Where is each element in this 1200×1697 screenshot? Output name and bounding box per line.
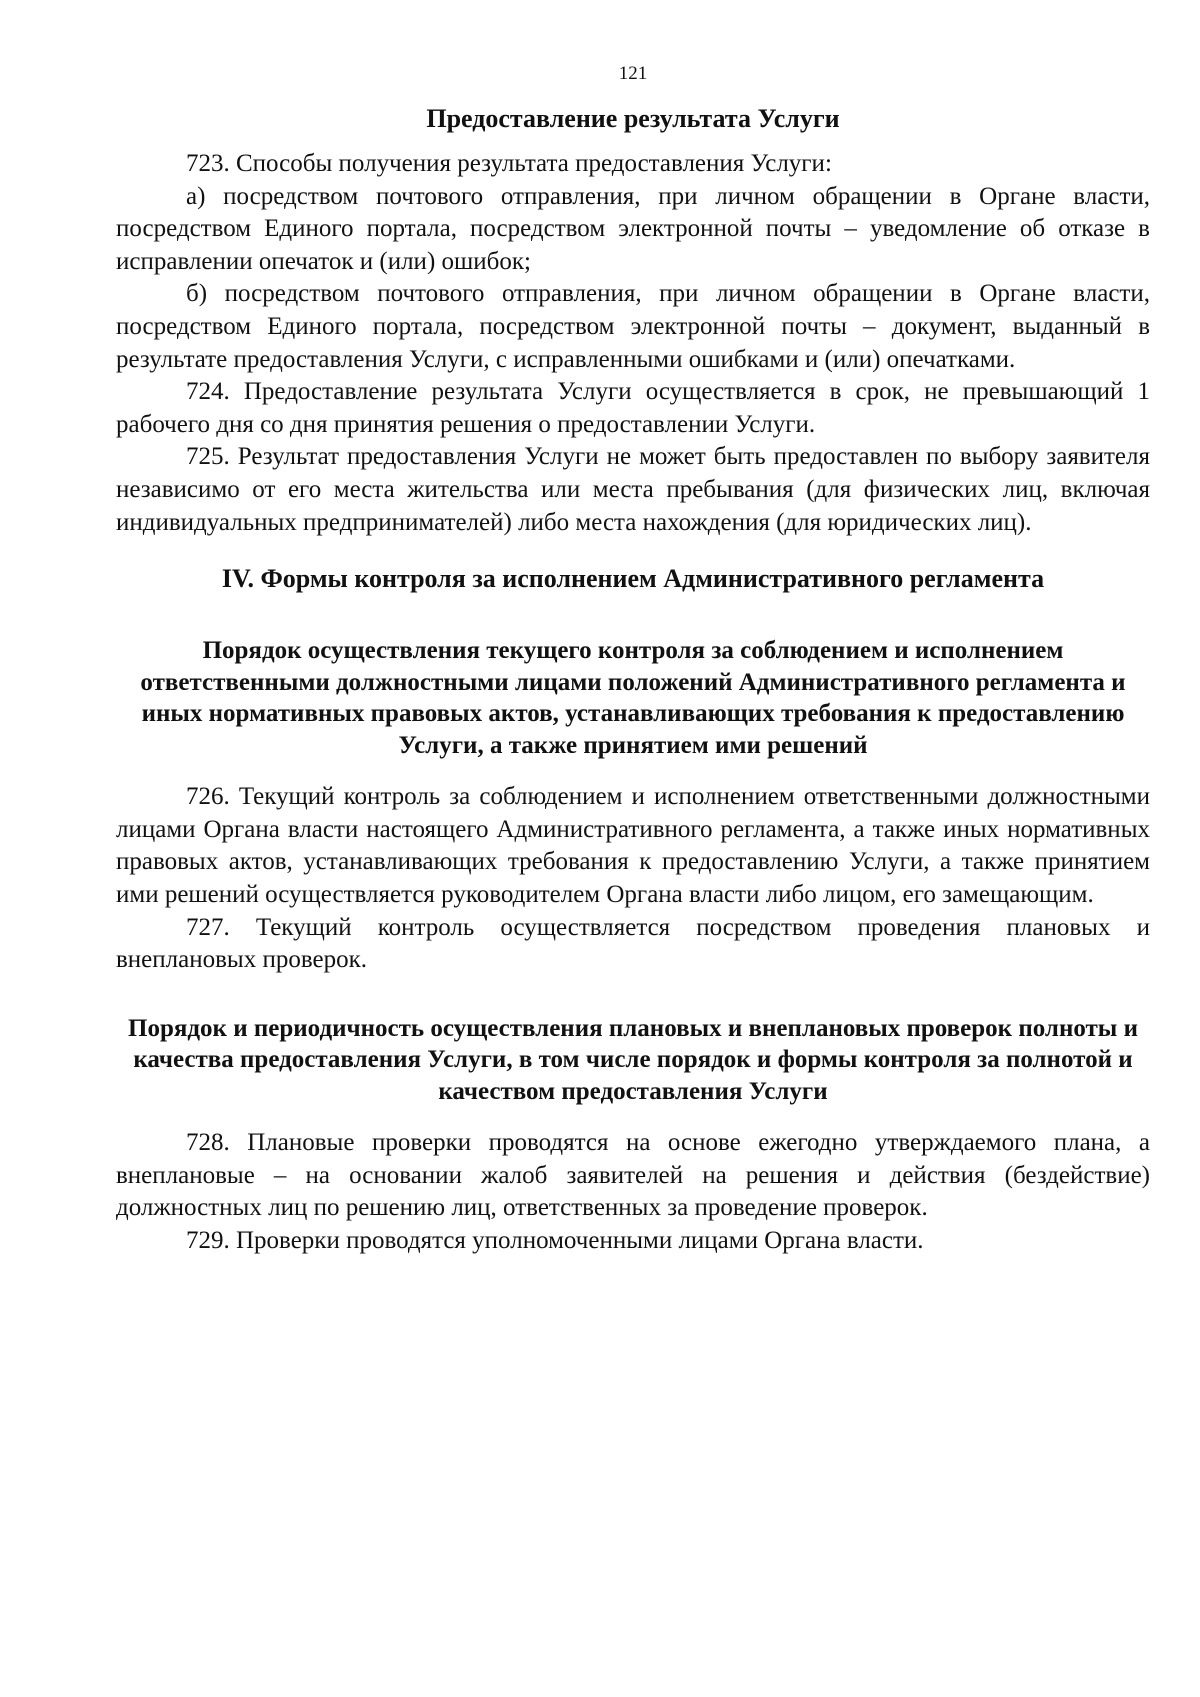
paragraph-725: 725. Результат предоставления Услуги не может быть предоставлен по выбору заявителя независимо от его места жительства или места пребывания (для физических лиц, включая индивидуальных предпринимателей) либо места нахождения (для юридических лиц). [116,443,1150,536]
paragraph-728: 728. Плановые проверки проводятся на основе ежегодно утверждаемого плана, а внеплановые – на основании жалоб заявителей на решения и действия (бездействие) должностных лиц по решению лиц, ответственных за проведение проверок. [116,1129,1150,1222]
paragraph-727: 727. Текущий контроль осуществляется посредством проведения плановых и внеплановых проверок. [116,913,1150,974]
document-page [116,62,1150,1258]
section-heading-result: Предоставление результата Услуги [426,104,840,133]
paragraph-723-a: а) посредством почтового отправления, при личном обращении в Органе власти, посредством Единого портала, посредством электронной почты – уведомление об отказе в исправлении опечаток и (или) ошибок; [116,182,1150,275]
page-number: 121 [618,63,648,84]
paragraph-726: 726. Текущий контроль за соблюдением и исполнением ответственными должностными лицами Органа власти настоящего Административного регламента, а также иных нормативных правовых актов, устанавливающих требования к предоставлению Услуги, а также принятием ими решений осуществляется руководителем Органа власти либо лицом, его замещающим. [116,783,1150,908]
paragraph-729: 729. Проверки проводятся уполномоченными лицами Органа власти. [186,1226,924,1254]
section-heading-control-forms: IV. Формы контроля за исполнением Административного регламента [221,564,1045,594]
subsection-heading-current-control: Порядок осуществления текущего контроля за соблюдением и исполнением ответственными должностными лицами положений Административного регламента и иных нормативных правовых актов, устанавливающих требования к предоставлению Услуги, а также принятием ими решений [140,637,1126,759]
subsection-heading-inspections: Порядок и периодичность осуществления плановых и внеплановых проверок полноты и качества предоставления Услуги, в том числе порядок и формы контроля за полнотой и качеством предоставления Услуги [128,1014,1138,1105]
paragraph-724: 724. Предоставление результата Услуги осуществляется в срок, не превышающий 1 рабочего дня со дня принятия решения о предоставлении Услуги. [116,378,1150,438]
paragraph-723: 723. Способы получения результата предоставления Услуги: [186,150,832,177]
paragraph-723-b: б) посредством почтового отправления, при личном обращении в Органе власти, посредством Единого портала, посредством электронной почты – документ, выданный в результате предоставления Услуги, с исправленными ошибками и (или) опечатками. [116,280,1150,373]
